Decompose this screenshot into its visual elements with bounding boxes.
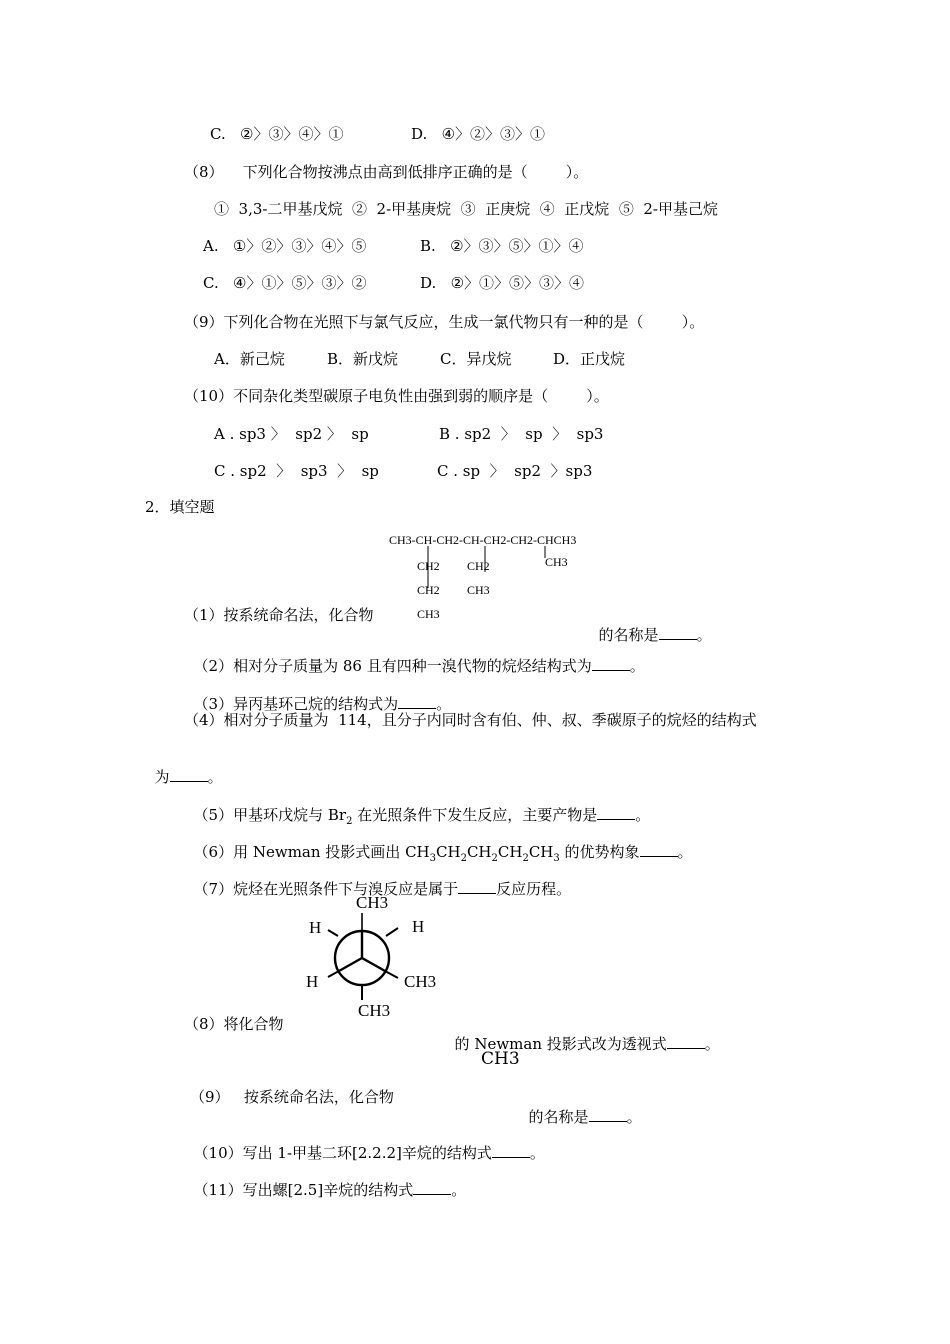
q9-option-a: A．新己烷: [214, 350, 285, 368]
q7-suffix: 反应历程。: [496, 880, 572, 898]
struct-branch2-b: CH3: [467, 583, 490, 597]
newman-back-left: H: [309, 918, 322, 937]
q8-suffix: 的 Newman 投影式改为透视式: [454, 1035, 667, 1053]
q9-suffix: 的名称是: [528, 1108, 589, 1126]
q10-option-d: C . sp 〉 sp2 〉sp3: [437, 462, 593, 480]
answer-blank[interactable]: [597, 805, 635, 820]
q2-text: （2）相对分子质量为 86 且有四种一溴代物的烷烃结构式为: [193, 657, 592, 675]
q10-stem: （10）不同杂化类型碳原子电负性由强到弱的顺序是（ ）。: [184, 387, 609, 405]
q11-line: [184, 1160, 466, 1200]
struct-branch3: CH3: [545, 555, 568, 569]
q7-prefix: （7）烷烃在光照条件下与溴反应是属于: [193, 880, 459, 898]
q8-compounds: ① 3,3-二甲基戊烷 ② 2-甲基庚烷 ③ 正庚烷 ④ 正戊烷 ⑤ 2-甲基己烷: [214, 200, 718, 218]
newman-back-right: H: [412, 917, 425, 936]
newman-projection: [300, 888, 450, 1030]
period: 。: [704, 1035, 720, 1053]
q5-prefix: （5）甲基环戊烷与 Br: [193, 806, 347, 824]
period: 。: [451, 1181, 467, 1199]
answer-blank[interactable]: [592, 656, 630, 671]
period: 。: [626, 1108, 642, 1126]
answer-blank[interactable]: [659, 625, 697, 640]
q9-option-c: C．异戊烷: [440, 350, 512, 368]
answer-blank[interactable]: [458, 879, 496, 894]
period: 。: [629, 657, 645, 675]
answer-blank[interactable]: [413, 1180, 451, 1195]
newman-back-bottom: CH3: [358, 1001, 391, 1020]
struct-branch2-a: CH2: [467, 559, 490, 573]
period: 。: [635, 806, 651, 824]
q8-option-c: C. ④〉①〉⑤〉③〉②: [203, 274, 367, 292]
q7-option-d: D. ④〉②〉③〉①: [411, 125, 546, 143]
period: 。: [436, 695, 452, 713]
q8-stem: （8） 下列化合物按沸点由高到低排序正确的是（ ）。: [184, 163, 589, 181]
q10-option-b: B . sp2 〉 sp 〉 sp3: [439, 425, 604, 443]
newman-front-right: CH3: [404, 972, 437, 991]
answer-blank[interactable]: [398, 694, 436, 709]
q6-suffix: 的优势构象: [559, 843, 640, 861]
struct-main-chain: CH3-CH-CH2-CH-CH2-CH2-CHCH3: [389, 533, 577, 547]
q8-option-a: A. ①〉②〉③〉④〉⑤: [203, 237, 367, 255]
section-heading: 2．填空题: [145, 498, 215, 516]
q4-line2: [145, 747, 223, 787]
newman-front-top: CH3: [356, 893, 389, 912]
q8-option-d: D. ②〉①〉⑤〉③〉④: [420, 274, 585, 292]
q10-option-c: C . sp2 〉 sp3 〉 sp: [214, 462, 379, 480]
q4-line1: （4）相对分子质量为 114，且分子内同时含有伯、仲、叔、季碳原子的烷烃的结构式: [184, 711, 757, 729]
structure-q1: [385, 528, 605, 628]
q6-line: （6）用 Newman 投影式画出 $CH_3CH_2CH_2CH_2CH_3$ 的优势构象 。: [193, 843, 693, 864]
q3-text: （3）异丙基环己烷的结构式为: [193, 695, 399, 713]
period: 。: [677, 843, 693, 861]
q9-suffix-line: [519, 1087, 642, 1127]
answer-blank[interactable]: [492, 1143, 530, 1158]
q9-option-d: D．正戊烷: [553, 350, 626, 368]
period: 。: [207, 768, 223, 786]
struct-branch1-b: CH2: [417, 583, 440, 597]
answer-blank[interactable]: [667, 1034, 705, 1049]
q9-stem: （9）下列化合物在光照下与氯气反应，生成一氯代物只有一种的是（ ）。: [184, 313, 705, 331]
q8-option-b: B. ②〉③〉⑤〉①〉④: [420, 237, 584, 255]
period: 。: [696, 626, 712, 644]
q9-group: CH3: [481, 1049, 520, 1069]
q5-suffix: 在光照条件下发生反应，主要产物是: [352, 806, 598, 824]
q3-line: [184, 674, 451, 714]
q10-option-a: A . sp3 〉 sp2 〉 sp: [214, 425, 369, 443]
period: 。: [529, 1144, 545, 1162]
q9-option-b: B．新戊烷: [327, 350, 399, 368]
q2-line: [184, 636, 645, 676]
q8-suffix-line: [445, 1014, 720, 1054]
q5-subscript: 2: [346, 816, 353, 827]
answer-blank[interactable]: [640, 842, 678, 857]
answer-blank[interactable]: [170, 767, 208, 782]
q10-line: [184, 1123, 545, 1163]
q8-prefix: （8）将化合物: [184, 1015, 284, 1033]
q1-prefix: （1）按系统命名法，化合物: [184, 606, 374, 624]
answer-blank[interactable]: [589, 1107, 627, 1122]
q9-prefix: （9） 按系统命名法，化合物: [190, 1088, 394, 1106]
q7-option-c: C. ②〉③〉④〉①: [210, 125, 344, 143]
struct-branch1-a: CH2: [417, 559, 440, 573]
q1-suffix: 的名称是: [598, 626, 659, 644]
q10-text: （10）写出 1-甲基二环[2.2.2]辛烷的结构式: [193, 1144, 492, 1162]
q4-text2: 为: [154, 768, 170, 786]
q6-prefix: （6）用 Newman 投影式画出 CH: [193, 843, 430, 861]
newman-front-left: H: [306, 972, 319, 991]
q11-text: （11）写出螺[2.5]辛烷的结构式: [193, 1181, 414, 1199]
struct-branch1-c: CH3: [417, 607, 440, 621]
